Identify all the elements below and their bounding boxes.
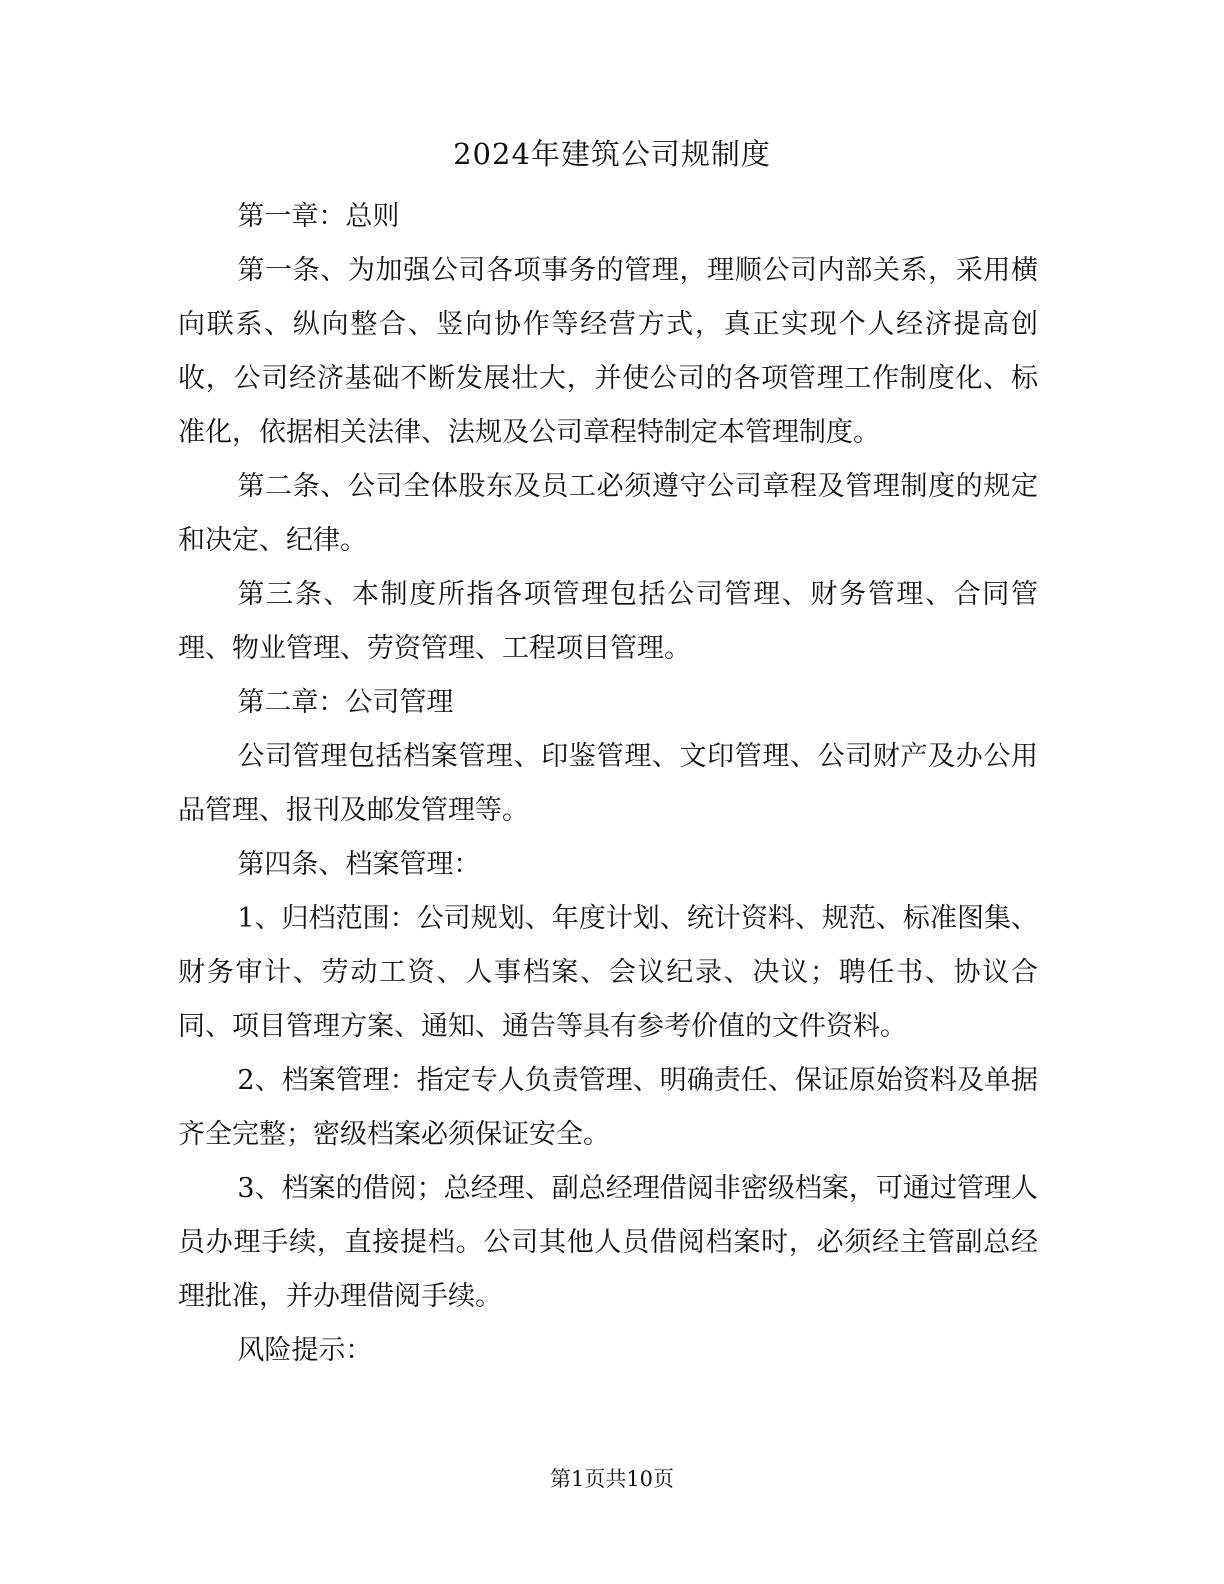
paragraph: 第二条、公司全体股东及员工必须遵守公司章程及管理制度的规定和决定、纪律。 — [178, 471, 1038, 556]
chapter-heading: 第二章：公司管理 — [237, 687, 454, 718]
list-item: 1、归档范围：公司规划、年度计划、统计资料、规范、标准图集、财务审计、劳动工资、人事档案、会议纪录、决议；聘任书、协议合同、项目管理方案、通知、通告等具有参考价值的文件资料。 — [178, 903, 1038, 1042]
list-item: 3、档案的借阅；总经理、副总经理借阅非密级档案，可通过管理人员办理手续，直接提档。公司其他人员借阅档案时，必须经主管副总经理批准，并办理借阅手续。 — [178, 1173, 1038, 1312]
page-number-footer: 第1页共10页 — [549, 1467, 675, 1491]
paragraph: 第一条、为加强公司各项事务的管理，理顺公司内部关系，采用横向联系、纵向整合、竖向协作等经营方式，真正实现个人经济提高创收，公司经济基础不断发展壮大，并使公司的各项管理工作制度化、标准化，依据相关法律、法规及公司章程特制定本管理制度。 — [178, 255, 1038, 448]
document-body — [178, 190, 1038, 1378]
list-item: 2、档案管理：指定专人负责管理、明确责任、保证原始资料及单据齐全完整；密级档案必须保证安全。 — [178, 1065, 1038, 1150]
section-label: 风险提示： — [237, 1335, 373, 1366]
paragraph: 第三条、本制度所指各项管理包括公司管理、财务管理、合同管理、物业管理、劳资管理、工程项目管理。 — [178, 579, 1038, 664]
chapter-heading: 第一章：总则 — [237, 201, 400, 232]
document-title: 2024年建筑公司规制度 — [453, 137, 771, 171]
paragraph: 公司管理包括档案管理、印鉴管理、文印管理、公司财产及办公用品管理、报刊及邮发管理等。 — [178, 741, 1038, 826]
article-heading: 第四条、档案管理： — [237, 849, 481, 880]
